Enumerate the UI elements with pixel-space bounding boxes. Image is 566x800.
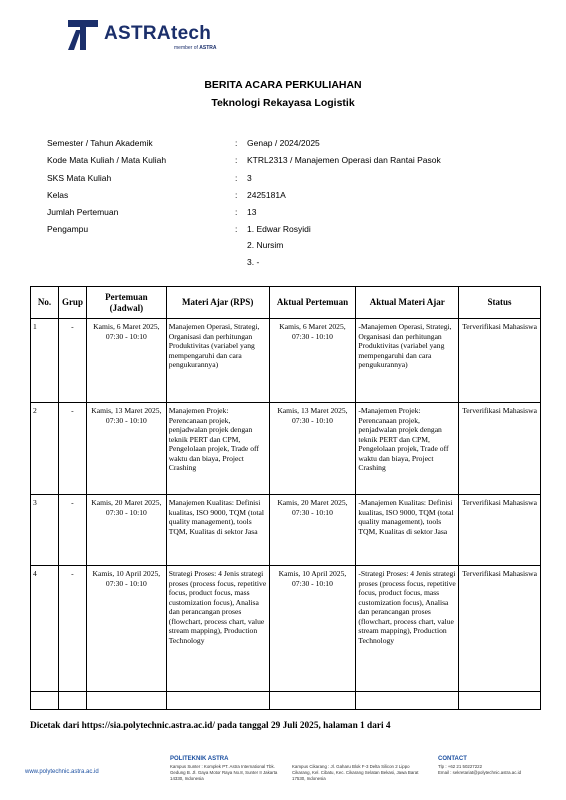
printed-note: Dicetak dari https://sia.polytechnic.astra.ac.id/ pada tanggal 29 Juli 2025, halaman 1 dari 4	[30, 721, 391, 731]
logo-wordmark: ASTRAtech	[104, 23, 212, 44]
cell-status: Terverifikasi Mahasiswa	[459, 495, 541, 566]
info-value: 2425181A	[247, 190, 286, 200]
info-colon: :	[235, 190, 238, 200]
logo-tagline: member of ASTRA	[174, 45, 217, 51]
cell-aktual: Kamis, 10 April 2025, 07:30 - 10:10	[269, 566, 356, 692]
cell-jadwal: Kamis, 10 April 2025, 07:30 - 10:10	[86, 566, 166, 692]
astratech-logo	[66, 18, 216, 56]
info-value: 2. Nursim	[247, 240, 284, 250]
cell-aktual: Kamis, 13 Maret 2025, 07:30 - 10:10	[269, 403, 356, 495]
table-row	[31, 403, 541, 495]
column-header: Grup	[58, 287, 86, 319]
footer-campus-sunter: Kampus Sunter : Komplek PT. Astra International Tbk. Gedung B. Jl. Gaya Motor Raya No.8, Sunter II Jakarta 14330, Indonesia	[170, 764, 278, 781]
cell-grup: -	[58, 403, 86, 495]
footer-contact-email[interactable]: Email : sekretariat@polytechnic.astra.ac.id	[438, 770, 522, 775]
astratech-logo-mark-icon	[66, 18, 100, 52]
empty-cell	[269, 692, 356, 710]
footer-website-link[interactable]: www.polytechnic.astra.ac.id	[25, 769, 99, 775]
cell-jadwal: Kamis, 6 Maret 2025, 07:30 - 10:10	[86, 319, 166, 403]
empty-cell	[86, 692, 166, 710]
cell-grup: -	[58, 319, 86, 403]
info-value: KTRL2313 / Manajemen Operasi dan Rantai Pasok	[247, 155, 441, 165]
info-label: Semester / Tahun Akademik	[47, 138, 153, 148]
footer-org-title: POLITEKNIK ASTRA	[170, 756, 229, 762]
column-header: Status	[459, 287, 541, 319]
cell-materi: Manajemen Kualitas: Definisi kualitas, ISO 9000, TQM (total quality management), tools TQM, Kualitas di sektor Jasa	[166, 495, 269, 566]
empty-cell	[356, 692, 459, 710]
cell-jadwal: Kamis, 20 Maret 2025, 07:30 - 10:10	[86, 495, 166, 566]
info-label: Kelas	[47, 190, 69, 200]
column-header: Materi Ajar (RPS)	[166, 287, 269, 319]
info-label: SKS Mata Kuliah	[47, 173, 112, 183]
info-value: 1. Edwar Rosyidi	[247, 224, 311, 234]
cell-materi: Strategi Proses: 4 Jenis strategi proses (process focus, repetitive focus, product focus, mass customization focus), Analisa dan perancangan proses (flowchart, process chart, value stream mapping), Production Technology	[166, 566, 269, 692]
info-colon: :	[235, 155, 238, 165]
cell-no: 1	[31, 319, 59, 403]
column-header: Pertemuan (Jadwal)	[86, 287, 166, 319]
footer-contact-phone: Tlp : +62 21 50227222	[438, 764, 483, 769]
info-colon: :	[235, 224, 238, 234]
cell-status: Terverifikasi Mahasiswa	[459, 566, 541, 692]
info-colon: :	[235, 138, 238, 148]
info-value: 3	[247, 173, 252, 183]
empty-cell	[58, 692, 86, 710]
cell-materi: Manajemen Operasi, Strategi, Organisasi dan perhitungan Produktivitas (variabel yang mempengaruhi dan cara pengukurannya)	[166, 319, 269, 403]
info-label: Pengampu	[47, 224, 89, 234]
cell-aktual: Kamis, 6 Maret 2025, 07:30 - 10:10	[269, 319, 356, 403]
footer-contact-title: CONTACT	[438, 756, 467, 762]
table-row-empty	[31, 692, 541, 710]
empty-cell	[166, 692, 269, 710]
cell-status: Terverifikasi Mahasiswa	[459, 319, 541, 403]
empty-cell	[31, 692, 59, 710]
lecture-table	[30, 286, 541, 710]
table-header-row	[31, 287, 541, 319]
cell-materi: Manajemen Projek: Perencanaan projek, penjadwalan projek dengan teknik PERT dan CPM, Pengelolaan projek, Trade off waktu dan biaya, Project Crashing	[166, 403, 269, 495]
cell-no: 2	[31, 403, 59, 495]
cell-jadwal: Kamis, 13 Maret 2025, 07:30 - 10:10	[86, 403, 166, 495]
table-row	[31, 566, 541, 692]
cell-grup: -	[58, 566, 86, 692]
empty-cell	[459, 692, 541, 710]
cell-aktual-materi: -Manajemen Operasi, Strategi, Organisasi dan perhitungan Produktivitas (variabel yang mempengaruhi dan cara pengukurannya)	[356, 319, 459, 403]
info-value: 3. -	[247, 257, 260, 267]
footer-campus-cikarang: Kampus Cikarang : Jl. Gaharu Blok F-3 Delta Silicon 2 Lippo Cikarang, Kel. Cibatu, Kec. Cikarang Selatan Bekasi, Jawa Barat 17530, Indonesia	[292, 764, 419, 781]
table-row	[31, 495, 541, 566]
info-value: Genap / 2024/2025	[247, 138, 320, 148]
program-title: Teknologi Rekayasa Logistik	[211, 97, 355, 109]
info-value: 13	[247, 207, 257, 217]
info-colon: :	[235, 173, 238, 183]
column-header: Aktual Materi Ajar	[356, 287, 459, 319]
column-header: No.	[31, 287, 59, 319]
cell-aktual-materi: -Strategi Proses: 4 Jenis strategi proses (process focus, repetitive focus, product focus, mass customization focus), Analisa dan perancangan proses (flowchart, process chart, value stream mapping), Production Technology	[356, 566, 459, 692]
column-header: Aktual Pertemuan	[269, 287, 356, 319]
cell-no: 3	[31, 495, 59, 566]
table-row	[31, 319, 541, 403]
cell-aktual-materi: -Manajemen Projek: Perencanaan projek, penjadwalan projek dengan teknik PERT dan CPM, Pengelolaan projek, Trade off waktu dan biaya, Project Crashing	[356, 403, 459, 495]
info-colon: :	[235, 207, 238, 217]
cell-no: 4	[31, 566, 59, 692]
cell-aktual: Kamis, 20 Maret 2025, 07:30 - 10:10	[269, 495, 356, 566]
info-label: Jumlah Pertemuan	[47, 207, 119, 217]
document-title: BERITA ACARA PERKULIAHAN	[204, 79, 362, 91]
info-label: Kode Mata Kuliah / Mata Kuliah	[47, 155, 167, 165]
cell-grup: -	[58, 495, 86, 566]
cell-status: Terverifikasi Mahasiswa	[459, 403, 541, 495]
cell-aktual-materi: -Manajemen Kualitas: Definisi kualitas, ISO 9000, TQM (total quality management), tools TQM, Kualitas di sektor Jasa	[356, 495, 459, 566]
